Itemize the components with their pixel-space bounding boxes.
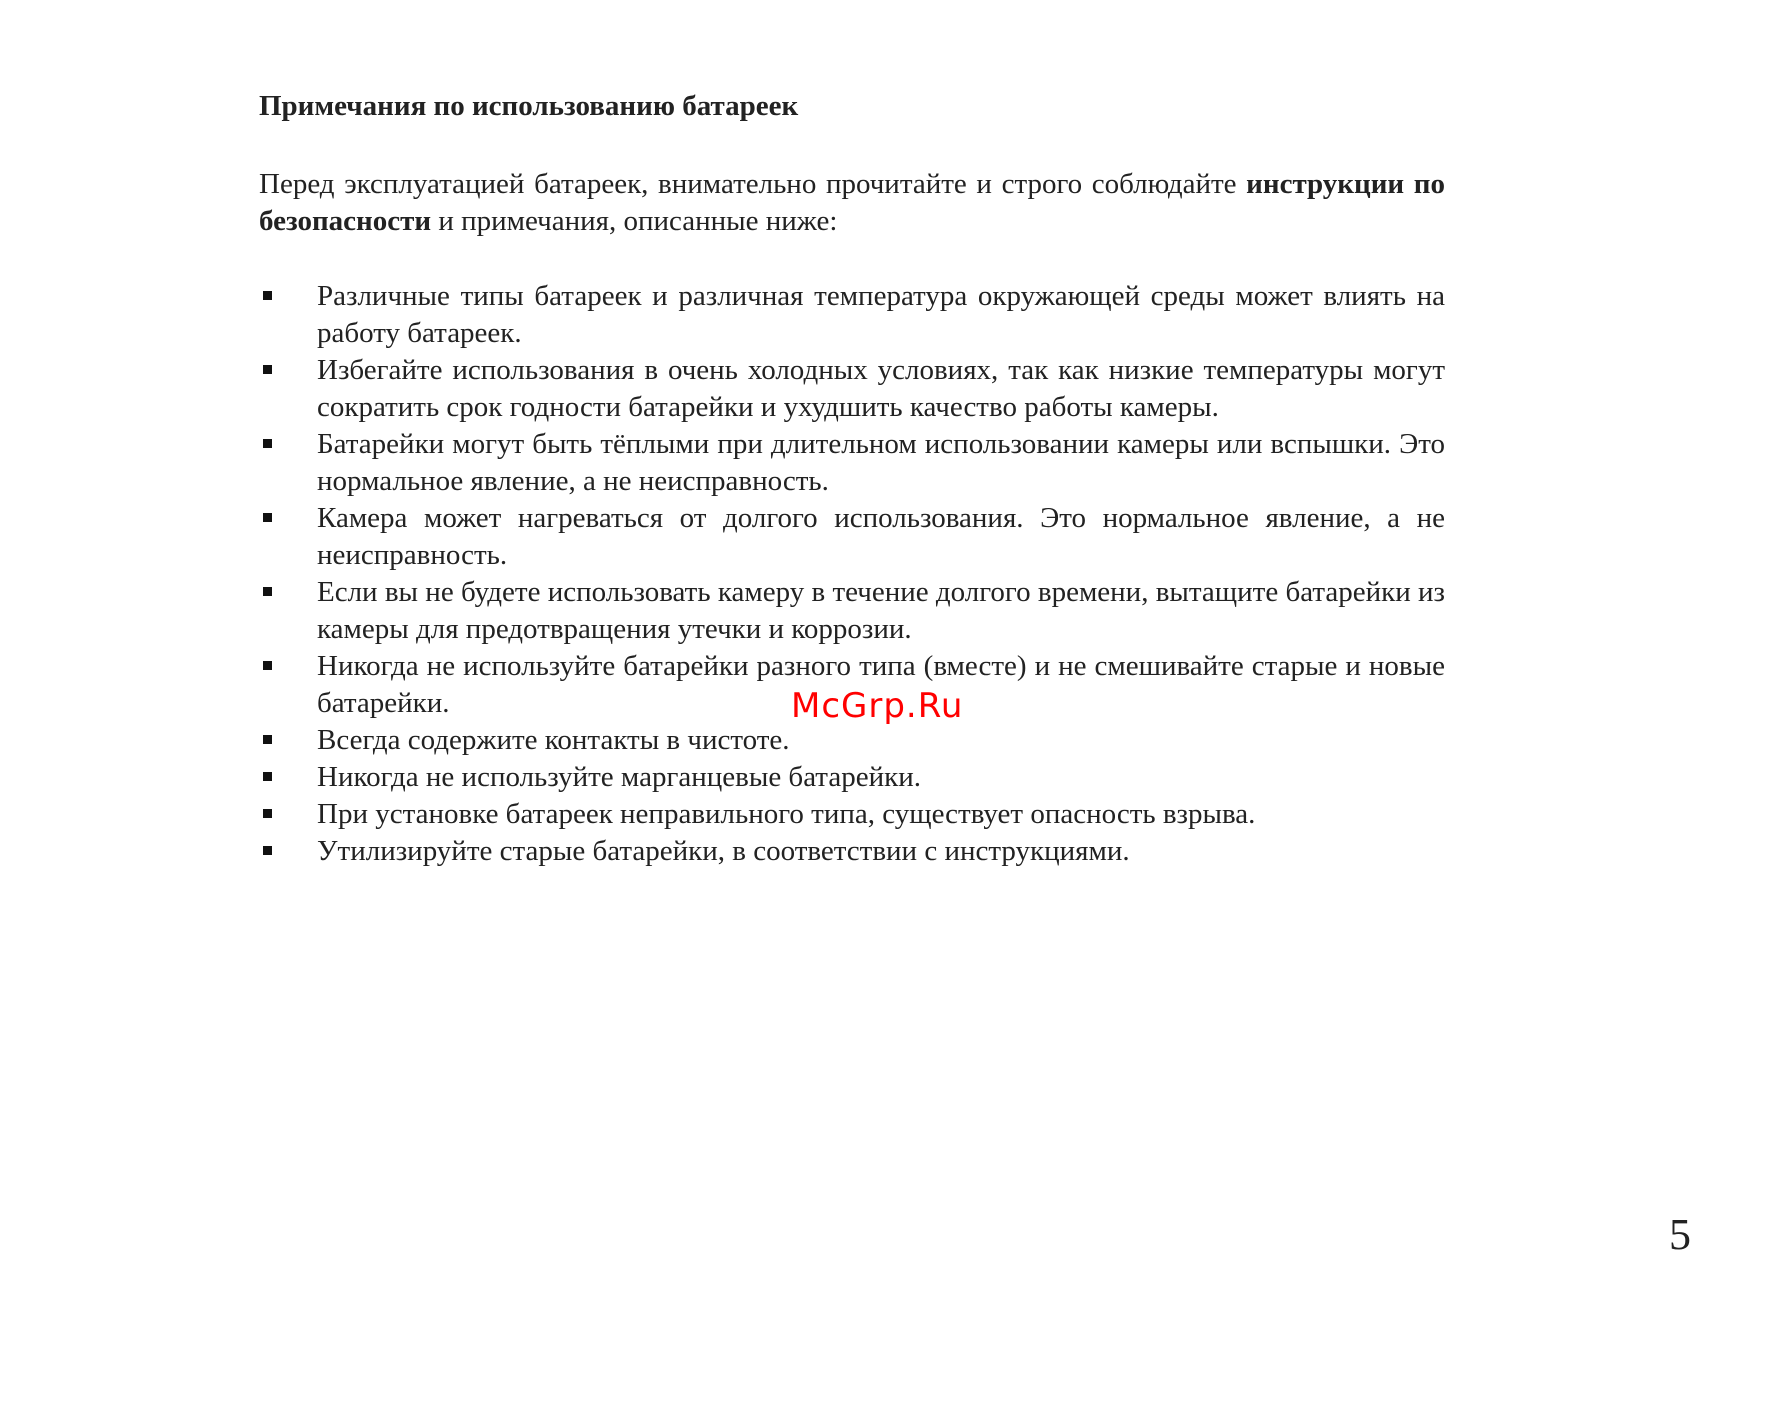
square-bullet-icon <box>263 587 272 596</box>
intro-text-end: и примечания, описанные ниже: <box>431 205 838 237</box>
page-content <box>259 86 1445 870</box>
square-bullet-icon <box>263 772 272 781</box>
watermark-text: McGrp.Ru <box>791 686 964 726</box>
square-bullet-icon <box>263 439 272 448</box>
list-item <box>259 278 1445 352</box>
list-item <box>259 426 1445 500</box>
square-bullet-icon <box>263 365 272 374</box>
list-item <box>259 759 1445 796</box>
list-item-text: Камера может нагреваться от долгого использования. Это нормальное явление, а не неисправность. <box>317 502 1445 571</box>
list-item-text: Никогда не используйте марганцевые батарейки. <box>317 761 921 793</box>
list-item-text: Утилизируйте старые батарейки, в соответствии с инструкциями. <box>317 835 1130 867</box>
intro-text-start: Перед эксплуатацией батареек, внимательно прочитайте и строго соблюдайте <box>259 168 1247 200</box>
square-bullet-icon <box>263 809 272 818</box>
list-item-text: Различные типы батареек и различная температура окружающей среды может влиять на работу батареек. <box>317 280 1445 349</box>
square-bullet-icon <box>263 846 272 855</box>
list-item <box>259 833 1445 870</box>
list-item <box>259 796 1445 833</box>
list-item <box>259 722 1445 759</box>
section-heading: Примечания по использованию батареек <box>259 90 799 122</box>
list-item-text: Никогда не используйте батарейки разного типа (вместе) и не смешивайте старые и новые батарейки. <box>317 650 1445 719</box>
square-bullet-icon <box>263 513 272 522</box>
square-bullet-icon <box>263 735 272 744</box>
list-item-text: Если вы не будете использовать камеру в течение долгого времени, вытащите батарейки из камеры для предотвращения утечки и коррозии. <box>317 576 1445 645</box>
square-bullet-icon <box>263 291 272 300</box>
list-item <box>259 574 1445 648</box>
list-item-text: Избегайте использования в очень холодных условиях, так как низкие температуры могут сократить срок годности батарейки и ухудшить качество работы камеры. <box>317 354 1445 423</box>
list-item <box>259 500 1445 574</box>
square-bullet-icon <box>263 661 272 670</box>
notes-list <box>259 278 1445 870</box>
list-item-text: При установке батареек неправильного типа, существует опасность взрыва. <box>317 798 1256 830</box>
intro-bold-phrase: инструкции по безопасности <box>259 168 1445 237</box>
list-item-text: Всегда содержите контакты в чистоте. <box>317 724 790 756</box>
page-number: 5 <box>1669 1210 1691 1259</box>
list-item <box>259 352 1445 426</box>
list-item-text: Батарейки могут быть тёплыми при длительном использовании камеры или вспышки. Это нормальное явление, а не неисправность. <box>317 428 1445 497</box>
intro-paragraph <box>259 166 1445 240</box>
